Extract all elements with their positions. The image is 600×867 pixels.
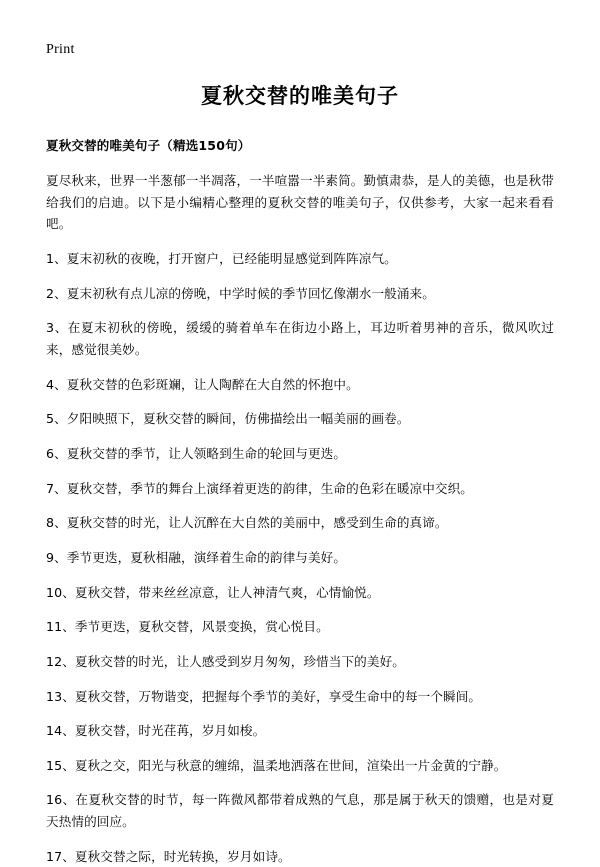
list-item: 6、夏秋交替的季节，让人领略到生命的轮回与更迭。: [46, 445, 347, 461]
list-item: 15、夏秋之交，阳光与秋意的缠绵，温柔地洒落在世间，渲染出一片金黄的宁静。: [46, 757, 507, 773]
list-item: 11、季节更迭，夏秋交替，风景变换，赏心悦目。: [46, 619, 329, 635]
print-label[interactable]: Print: [46, 42, 75, 57]
list-item: 12、夏秋交替的时光，让人感受到岁月匆匆，珍惜当下的美好。: [46, 653, 405, 669]
list-item: 17、夏秋交替之际，时光转换，岁月如诗。: [46, 848, 291, 864]
page-title: 夏秋交替的唯美句子: [201, 84, 399, 108]
list-item: 1、夏末初秋的夜晚，打开窗户，已经能明显感觉到阵阵凉气。: [46, 250, 397, 266]
list-item: 4、夏秋交替的色彩斑斓，让人陶醉在大自然的怀抱中。: [46, 376, 359, 392]
list-item: 13、夏秋交替，万物谐变，把握每个季节的美好，享受生命中的每一个瞬间。: [46, 688, 482, 704]
list-item: 2、夏末初秋有点儿凉的傍晚，中学时候的季节回忆像潮水一般涌来。: [46, 285, 435, 301]
list-item: 14、夏秋交替，时光荏苒，岁月如梭。: [46, 723, 266, 739]
list-item: 16、在夏秋交替的时节，每一阵微风都带着成熟的气息，那是属于秋天的馈赠，也是对夏天热情的回应。: [46, 792, 554, 830]
document-subtitle: 夏秋交替的唯美句子（精选150句）: [46, 138, 251, 153]
list-item: 5、夕阳映照下，夏秋交替的瞬间，仿佛描绘出一幅美丽的画卷。: [46, 411, 410, 427]
list-item: 10、夏秋交替，带来丝丝凉意，让人神清气爽，心情愉悦。: [46, 584, 380, 600]
list-item: 8、夏秋交替的时光，让人沉醉在大自然的美丽中，感受到生命的真谛。: [46, 515, 448, 531]
list-item: 3、在夏末初秋的傍晚，缓缓的骑着单车在街边小路上，耳边听着男神的音乐，微风吹过来，感觉很美妙。: [46, 320, 554, 357]
list-item: 7、夏秋交替，季节的舞台上演绎着更迭的韵律，生命的色彩在暖凉中交织。: [46, 480, 474, 496]
list-item: 9、季节更迭，夏秋相融，演绎着生命的韵律与美好。: [46, 549, 347, 565]
intro-paragraph: 夏尽秋来，世界一半葱郁一半凋落，一半喧嚣一半素简。勤慎肃恭，是人的美德，也是秋带给我们的启迪。以下是小编精心整理的夏秋交替的唯美句子，仅供参考，大家一起来看看吧。: [46, 173, 554, 232]
